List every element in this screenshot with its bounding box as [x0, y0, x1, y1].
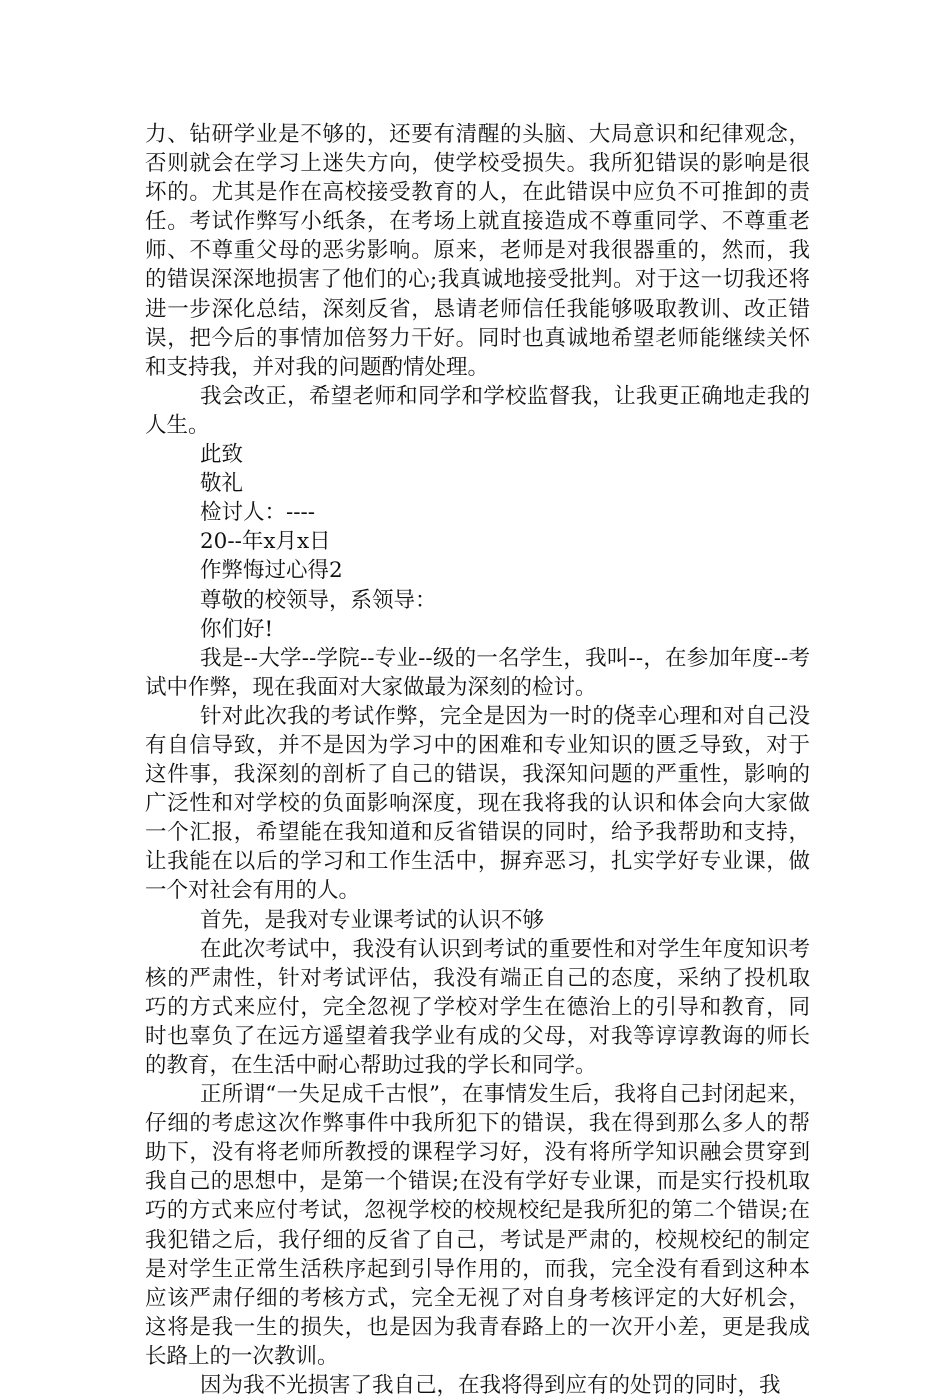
paragraph: 我是--大学--学院--专业--级的一名学生，我叫--，在参加年度--考试中作弊，现在我面对大家做最为深刻的检讨。 — [145, 645, 810, 700]
paragraph: 在此次考试中，我没有认识到考试的重要性和对学生年度知识考核的严肃性，针对考试评估，我没有端正自己的态度，采纳了投机取巧的方式来应付，完全忽视了学校对学生在德治上的引导和教育，同时也辜负了在远方遥望着我学业有成的父母，对我等谆谆教诲的师长的教育，在生活中耐心帮助过我的学长和同学。 — [145, 936, 810, 1078]
document-body — [145, 120, 810, 1400]
paragraph: 正所谓“一失足成千古恨”，在事情发生后，我将自己封闭起来，仔细的考虑这次作弊事件中我所犯下的错误，我在得到那么多人的帮助下，没有将老师所教授的课程学习好，没有将所学知识融会贯穿到我自己的思想中，是第一个错误;在没有学好专业课，而是实行投机取巧的方式来应付考试，忽视学校的校规校纪是我所犯的第二个错误;在我犯错之后，我仔细的反省了自己，考试是严肃的，校规校纪的制定是对学生正常生活秩序起到引导作用的，而我，完全没有看到这种本应该严肃仔细的考核方式，完全无视了对自身考核评定的大好机会，这将是我一生的损失，也是因为我青春路上的一次开小差，更是我成长路上的一次教训。 — [145, 1082, 810, 1369]
salutation-line: 敬礼 — [200, 471, 244, 497]
greeting-line: 尊敬的校领导，系领导： — [200, 587, 437, 613]
date-line: 20--年x月x日 — [200, 529, 331, 555]
salutation-line: 此致 — [200, 442, 244, 468]
paragraph: 因为我不光损害了我自己，在我将得到应有的处罚的同时，我 — [200, 1373, 781, 1399]
paragraph: 我会改正，希望老师和同学和学校监督我，让我更正确地走我的人生。 — [145, 383, 810, 438]
paragraph: 针对此次我的考试作弊，完全是因为一时的侥幸心理和对自己没有自信导致，并不是因为学习中的困难和专业知识的匮乏导致，对于这件事，我深刻的剖析了自己的错误，我深知问题的严重性，影响的广泛性和对学校的负面影响深度，现在我将我的认识和体会向大家做一个汇报，希望能在我知道和反省错误的同时，给予我帮助和支持，让我能在以后的学习和工作生活中，摒弃恶习，扎实学好专业课，做一个对社会有用的人。 — [145, 703, 810, 904]
paragraph: 首先，是我对专业课考试的认识不够 — [200, 907, 545, 933]
section-title: 作弊悔过心得2 — [200, 558, 343, 584]
signature-line: 检讨人：---- — [200, 500, 316, 526]
greeting-line: 你们好! — [200, 616, 274, 642]
paragraph: 力、钻研学业是不够的，还要有清醒的头脑、大局意识和纪律观念，否则就会在学习上迷失方向，使学校受损失。我所犯错误的影响是很坏的。尤其是作在高校接受教育的人，在此错误中应负不可推卸的责任。考试作弊写小纸条，在考场上就直接造成不尊重同学、不尊重老师、不尊重父母的恶劣影响。原来，老师是对我很器重的，然而，我的错误深深地损害了他们的心;我真诚地接受批判。对于这一切我还将进一步深化总结，深刻反省，恳请老师信任我能够吸取教训、改正错误，把今后的事情加倍努力干好。同时也真诚地希望老师能继续关怀和支持我，并对我的问题酌情处理。 — [145, 122, 810, 380]
